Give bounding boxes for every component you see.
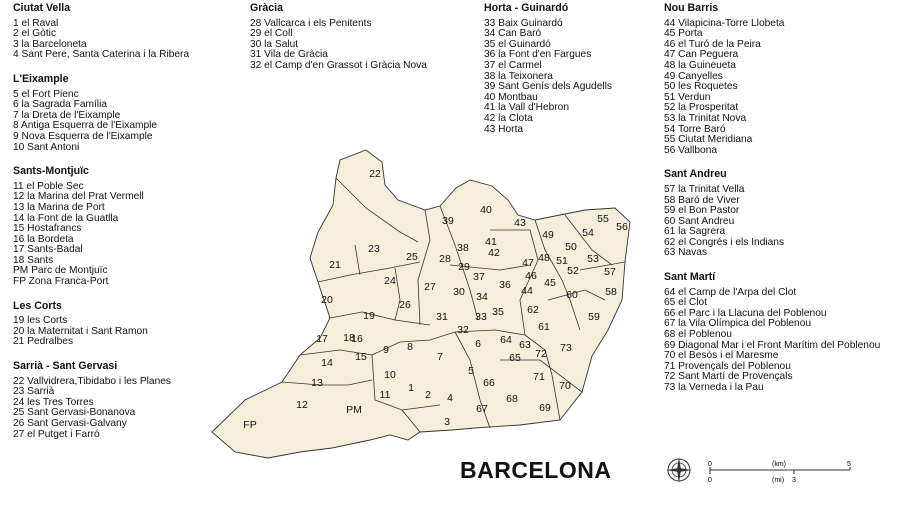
neighbourhood-item: 21 Pedralbes (13, 336, 74, 348)
district-number-label: 25 (406, 251, 418, 263)
neighbourhood-item: 33 Baix Guinardó (484, 17, 563, 29)
district-number-label: 70 (559, 380, 571, 392)
neighbourhood-item: 64 el Camp de l'Arpa del Clot (664, 286, 797, 298)
neighbourhood-item: 25 Sant Gervasi-Bonanova (13, 407, 136, 419)
neighbourhood-item: 65 el Clot (664, 297, 708, 309)
district-number-label: 39 (442, 215, 454, 227)
neighbourhood-item: 1 el Raval (13, 17, 59, 29)
map-title: BARCELONA (460, 457, 612, 483)
scale-mi-unit: (mi) (772, 477, 785, 484)
district-number-label: 23 (368, 243, 380, 255)
neighbourhood-item: 28 Vallcarca i els Penitents (250, 17, 372, 29)
district-number-label: 73 (560, 342, 572, 354)
neighbourhood-item: 59 el Bon Pastor (664, 205, 740, 217)
district-number-label: 3 (444, 416, 450, 428)
neighbourhood-item: 60 Sant Andreu (664, 215, 735, 227)
district-number-label: 28 (439, 253, 451, 265)
neighbourhood-item: 3 la Barceloneta (13, 38, 87, 50)
district-number-label: 34 (476, 291, 488, 303)
neighbourhood-item: 13 la Marina de Port (13, 201, 105, 213)
neighbourhood-item: 45 Porta (664, 28, 703, 40)
district-number-label: 6 (475, 338, 481, 350)
district-number-label: 10 (384, 369, 396, 381)
neighbourhood-item: 50 les Roquetes (664, 81, 738, 93)
district-number-label: 5 (468, 365, 474, 377)
neighbourhood-item: 35 el Guinardó (484, 38, 551, 50)
district-number-label: 7 (437, 351, 443, 363)
district-number-label: 27 (424, 281, 436, 293)
district-number-label: 18 (343, 332, 355, 344)
neighbourhood-item: 16 la Bordeta (13, 233, 74, 245)
district-heading: Nou Barris (664, 2, 719, 14)
district-number-label: 53 (587, 253, 599, 265)
neighbourhood-item: 11 el Poble Sec (13, 180, 84, 192)
district-number-label: 50 (565, 241, 577, 253)
district-number-label: 55 (597, 213, 609, 225)
neighbourhood-item: 36 la Font d'en Fargues (484, 49, 592, 61)
district-number-label: 14 (321, 357, 333, 369)
neighbourhood-item: 62 el Congrés i els Indians (664, 236, 785, 248)
neighbourhood-item: 9 Nova Esquerra de l'Eixample (13, 130, 153, 142)
district-number-label: 43 (514, 217, 526, 229)
district-number-label: 51 (556, 255, 568, 267)
neighbourhood-item: 8 Antiga Esquerra de l'Eixample (13, 120, 158, 132)
neighbourhood-item: FP Zona Franca-Port (13, 276, 109, 288)
district-number-label: FP (243, 419, 257, 431)
district-number-label: 66 (483, 377, 495, 389)
neighbourhood-item: 48 la Guineueta (664, 59, 736, 71)
neighbourhood-item: 15 Hostafrancs (13, 223, 82, 235)
district-number-label: 2 (425, 389, 431, 401)
district-heading: Sant Andreu (664, 168, 727, 181)
district-number-label: 63 (519, 339, 531, 351)
neighbourhood-item: 63 Navas (664, 247, 708, 259)
neighbourhood-item: 47 Can Peguera (664, 49, 739, 61)
district-number-label: 49 (542, 229, 554, 241)
district-number-label: 68 (506, 393, 518, 405)
neighbourhood-item: 31 Vila de Gràcia (250, 49, 328, 61)
neighbourhood-item: 54 Torre Baró (664, 123, 726, 135)
district-number-label: 71 (533, 371, 545, 383)
district-number-label: 17 (316, 333, 328, 345)
neighbourhood-item: 41 la Vall d'Hebron (484, 102, 570, 114)
neighbourhood-item: 53 la Trinitat Nova (664, 112, 747, 124)
neighbourhood-item: 12 la Marina del Prat Vermell (13, 191, 144, 203)
district-heading: Sant Martí (664, 271, 716, 284)
district-number-label: PM (346, 404, 362, 416)
scale-km-unit: (km) (772, 461, 786, 468)
neighbourhood-item: 32 el Camp d'en Grassot i Gràcia Nova (250, 59, 427, 71)
district-number-label: 67 (476, 403, 488, 415)
district-number-label: 69 (539, 402, 551, 414)
district-number-label: 72 (535, 348, 547, 360)
neighbourhood-item: 40 Montbau (484, 91, 538, 103)
district-number-label: 45 (544, 277, 556, 289)
district-heading: Les Corts (13, 299, 62, 312)
district-number-label: 36 (499, 279, 511, 291)
district-number-label: 48 (538, 252, 550, 264)
district-number-label: 13 (311, 377, 323, 389)
neighbourhood-item: 29 el Coll (250, 28, 293, 40)
neighbourhood-item: 6 la Sagrada Família (13, 99, 108, 111)
neighbourhood-item: 39 Sant Genís dels Agudells (484, 81, 612, 93)
district-number-label: 42 (488, 247, 500, 259)
neighbourhood-item: 42 la Clota (484, 112, 533, 124)
district-number-label: 57 (604, 266, 616, 278)
district-number-label: 33 (475, 311, 487, 323)
scale-km-end: 5 (847, 461, 851, 468)
district-number-label: 46 (525, 270, 537, 282)
district-number-label: 11 (379, 389, 391, 401)
neighbourhood-item: 71 Provençals del Poblenou (664, 360, 791, 372)
district-number-label: 59 (588, 311, 600, 323)
district-number-label: 37 (473, 271, 485, 283)
district-heading: L'Eixample (13, 72, 69, 85)
district-number-label: 30 (453, 286, 465, 298)
neighbourhood-item: 4 Sant Pere, Santa Caterina i la Ribera (13, 49, 190, 61)
neighbourhood-item: 46 el Turó de la Peira (664, 38, 761, 50)
neighbourhood-item: 26 Sant Gervasi-Galvany (13, 418, 127, 429)
neighbourhood-item: 67 la Vila Olímpica del Poblenou (664, 318, 812, 330)
neighbourhood-item: 37 el Carmel (484, 59, 542, 71)
district-number-label: 56 (616, 221, 628, 233)
neighbourhood-item: 44 Vilapicina-Torre Llobeta (664, 17, 785, 29)
neighbourhood-item: 22 Vallvidrera,Tibidabo i les Planes (13, 375, 171, 387)
district-number-label: 35 (492, 306, 504, 318)
district-number-label: 15 (355, 351, 367, 363)
district-number-label: 1 (408, 382, 414, 394)
neighbourhood-item: 72 Sant Martí de Provençals (664, 371, 793, 383)
neighbourhood-item: 19 les Corts (13, 315, 68, 327)
neighbourhood-item: 58 Baró de Viver (664, 194, 740, 206)
neighbourhood-item: 2 el Gòtic (13, 28, 57, 40)
district-number-label: 21 (329, 259, 341, 271)
neighbourhood-item: 10 Sant Antoni (13, 141, 80, 153)
district-number-label: 44 (521, 285, 533, 297)
district-number-label: 32 (457, 324, 469, 336)
district-number-label: 16 (351, 333, 363, 345)
neighbourhood-item: 69 Diagonal Mar i el Front Marítim del Poblenou (664, 339, 881, 351)
scale-mi-start: 0 (708, 477, 712, 484)
scale-km-start: 0 (708, 461, 712, 468)
neighbourhood-item: 57 la Trinitat Vella (664, 183, 745, 195)
district-heading: Horta - Guinardó (484, 2, 569, 14)
district-number-label: 41 (485, 236, 497, 248)
district-number-label: 40 (480, 204, 492, 216)
neighbourhood-item: 73 la Verneda i la Pau (664, 382, 764, 393)
district-number-label: 26 (399, 299, 411, 311)
compass-rose-icon (664, 455, 694, 485)
neighbourhood-item: 66 el Parc i la Llacuna del Poblenou (664, 307, 827, 319)
district-heading: Sants-Montjuïc (13, 165, 89, 178)
district-number-label: 61 (538, 321, 550, 333)
district-number-label: 24 (384, 275, 396, 287)
district-number-label: 22 (369, 168, 381, 180)
district-number-label: 62 (527, 304, 539, 316)
district-heading: Gràcia (250, 2, 283, 14)
district-heading: Ciutat Vella (13, 2, 71, 14)
district-number-label: 8 (407, 341, 413, 353)
district-heading: Sarrià - Sant Gervasi (13, 360, 118, 373)
map-scale-bar (706, 458, 854, 484)
neighbourhood-item: 27 el Putget i Farró (13, 428, 100, 440)
district-number-label: 54 (582, 227, 594, 239)
neighbourhood-item: 23 Sarrià (13, 386, 55, 398)
district-number-label: 19 (363, 310, 375, 322)
neighbourhood-item: 14 la Font de la Guatlla (13, 212, 119, 224)
neighbourhood-item: 68 el Poblenou (664, 329, 732, 341)
district-number-label: 47 (522, 257, 534, 269)
neighbourhood-item: 70 el Besòs i el Maresme (664, 350, 779, 362)
neighbourhood-item: PM Parc de Montjuïc (13, 265, 108, 277)
scale-mi-end: 3 (792, 477, 796, 484)
neighbourhood-item: 55 Ciutat Meridiana (664, 134, 753, 146)
neighbourhood-item: 61 la Sagrera (664, 226, 726, 238)
neighbourhood-item: 17 Sants-Badal (13, 244, 83, 256)
district-number-label: 4 (447, 392, 453, 404)
district-number-label: 12 (296, 399, 308, 411)
district-number-label: 38 (457, 242, 469, 254)
neighbourhood-item: 38 la Teixonera (484, 70, 553, 82)
neighbourhood-item: 43 Horta (484, 123, 524, 135)
neighbourhood-item: 56 Vallbona (664, 144, 718, 156)
neighbourhood-item: 7 la Dreta de l'Eixample (13, 109, 121, 121)
city-outline (212, 150, 630, 458)
neighbourhood-item: 49 Canyelles (664, 70, 723, 82)
district-number-label: 52 (567, 265, 579, 277)
district-number-label: 31 (436, 311, 448, 323)
neighbourhood-item: 18 Sants (13, 254, 54, 266)
neighbourhood-item: 30 la Salut (250, 38, 299, 50)
neighbourhood-item: 5 el Fort Pienc (13, 88, 79, 100)
neighbourhood-item: 52 la Prosperitat (664, 102, 739, 114)
district-number-label: 58 (605, 286, 617, 298)
scale-bar-graphic (706, 458, 854, 484)
district-number-label: 29 (458, 261, 470, 273)
neighbourhood-item: 34 Can Baró (484, 28, 542, 40)
district-number-label: 64 (500, 334, 512, 346)
district-number-label: 65 (509, 352, 521, 364)
neighbourhood-item: 51 Verdun (664, 91, 711, 103)
neighbourhood-item: 20 la Maternitat i Sant Ramon (13, 325, 148, 337)
district-number-label: 60 (566, 289, 578, 301)
neighbourhood-item: 24 les Tres Torres (13, 396, 94, 408)
district-number-label: 9 (383, 344, 389, 356)
district-number-label: 20 (321, 294, 333, 306)
